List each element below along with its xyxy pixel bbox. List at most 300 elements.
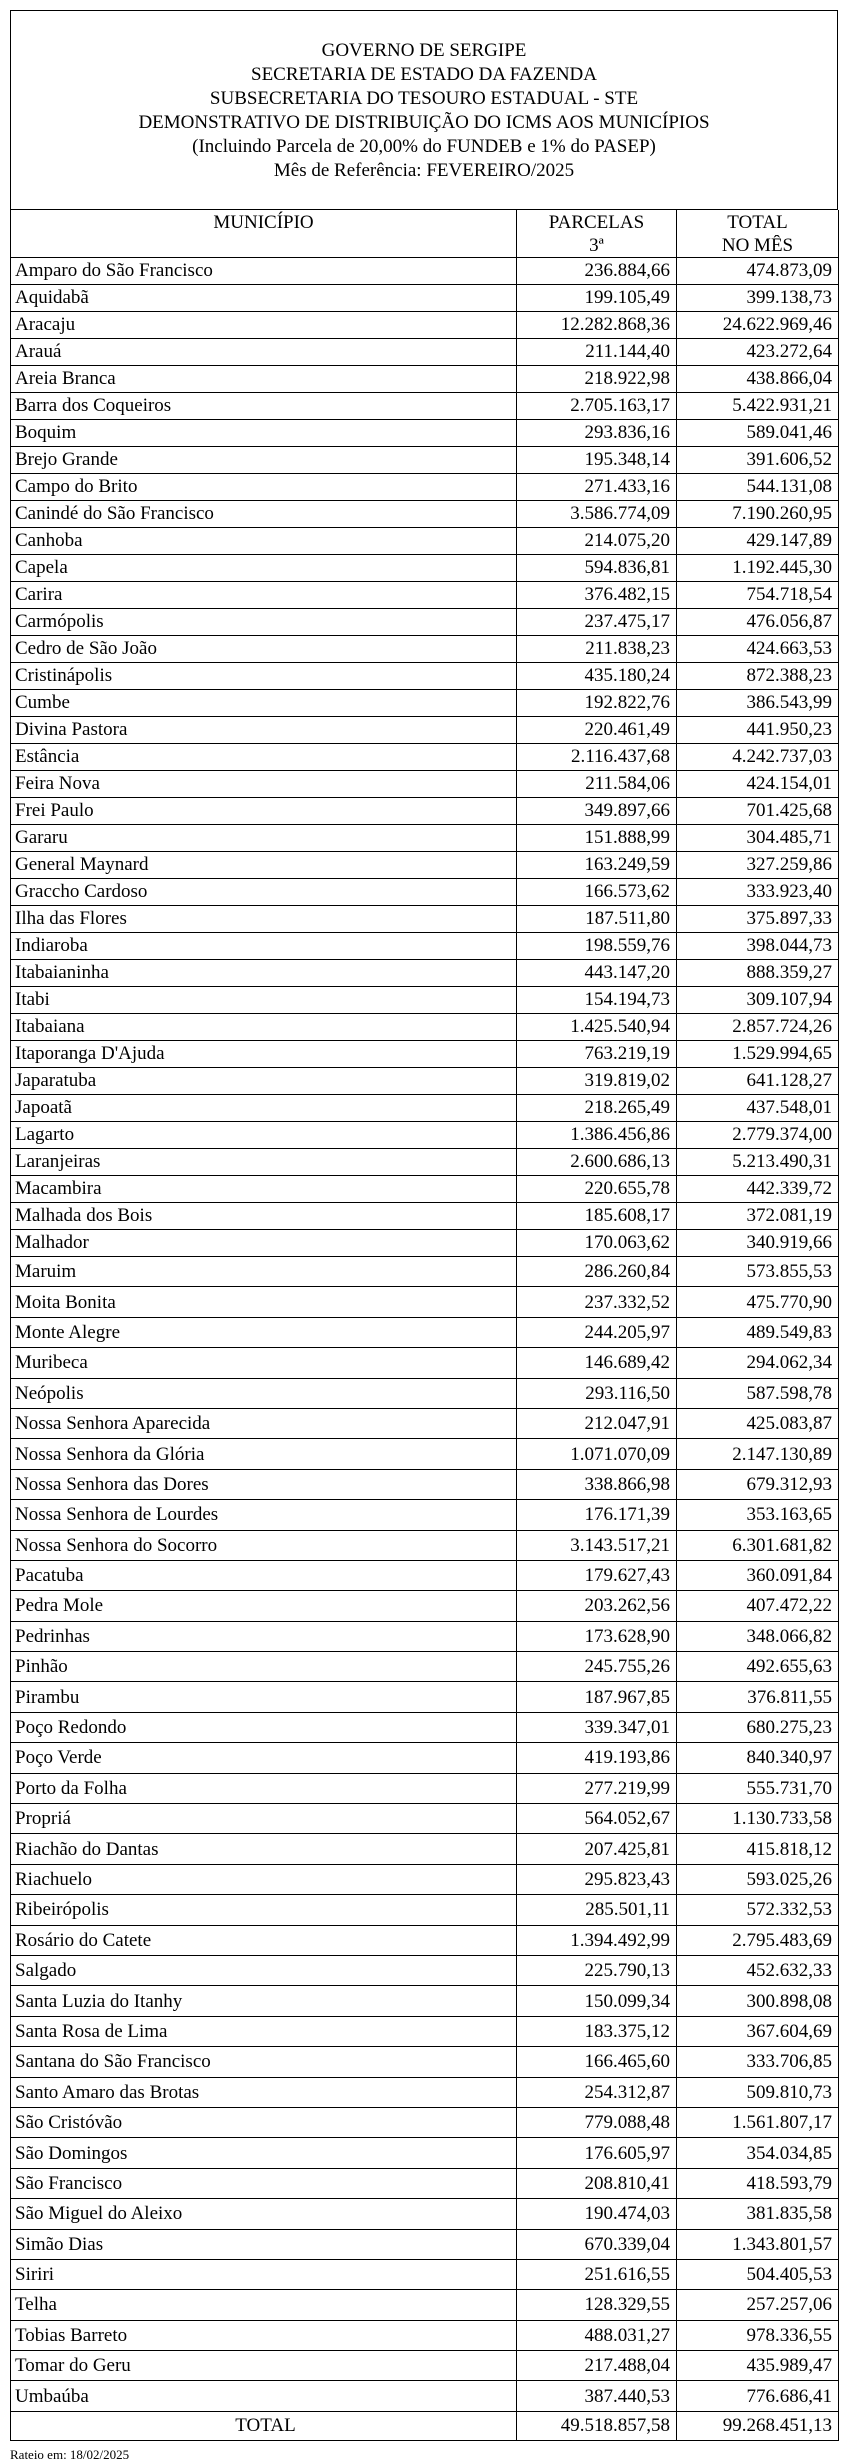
table-row [11,2168,839,2198]
total-cell: 437.548,01 [677,1095,839,1122]
total-cell: 1.561.807,17 [677,2107,839,2137]
table-row [11,2047,839,2077]
parcela-cell: 203.262,56 [517,1591,677,1621]
total-cell: 354.034,85 [677,2138,839,2168]
parcela-cell: 179.627,43 [517,1560,677,1590]
total-cell: 5.422.931,21 [677,393,839,420]
municipio-cell: Amparo do São Francisco [11,258,517,285]
total-cell: 425.083,87 [677,1408,839,1438]
table-row [11,474,839,501]
table-row [11,906,839,933]
total-parcela: 49.518.857,58 [517,2411,677,2440]
parcela-cell: 286.260,84 [517,1257,677,1287]
report-header [10,10,838,210]
table-row [11,1317,839,1347]
total-cell: 5.213.490,31 [677,1149,839,1176]
total-cell: 555.731,70 [677,1773,839,1803]
parcela-cell: 271.433,16 [517,474,677,501]
table-row [11,1682,839,1712]
municipio-cell: Capela [11,555,517,582]
municipio-cell: Macambira [11,1176,517,1203]
table-row [11,879,839,906]
table-row [11,960,839,987]
municipio-cell: Siriri [11,2259,517,2289]
municipio-cell: Campo do Brito [11,474,517,501]
parcela-cell: 187.967,85 [517,1682,677,1712]
parcela-cell: 198.559,76 [517,933,677,960]
parcela-cell: 2.116.437,68 [517,744,677,771]
total-cell: 641.128,27 [677,1068,839,1095]
municipio-cell: Cedro de São João [11,636,517,663]
parcela-cell: 1.071.070,09 [517,1439,677,1469]
parcela-cell: 12.282.868,36 [517,312,677,339]
total-cell: 367.604,69 [677,2016,839,2046]
table-row [11,312,839,339]
parcela-cell: 211.584,06 [517,771,677,798]
total-cell: 589.041,46 [677,420,839,447]
total-cell: 6.301.681,82 [677,1530,839,1560]
total-cell: 348.066,82 [677,1621,839,1651]
total-cell: 375.897,33 [677,906,839,933]
parcela-cell: 225.790,13 [517,1955,677,1985]
municipio-cell: Nossa Senhora de Lourdes [11,1500,517,1530]
total-cell: 407.472,22 [677,1591,839,1621]
total-cell: 587.598,78 [677,1378,839,1408]
table-row [11,1773,839,1803]
total-cell: 353.163,65 [677,1500,839,1530]
parcela-cell: 154.194,73 [517,987,677,1014]
municipio-cell: Monte Alegre [11,1317,517,1347]
table-row [11,2138,839,2168]
municipio-cell: Itabaiana [11,1014,517,1041]
municipio-cell: São Domingos [11,2138,517,2168]
column-header-row [11,210,839,235]
table-row [11,1530,839,1560]
column-subheader-no-mes: NO MÊS [677,235,839,258]
parcela-cell: 763.219,19 [517,1041,677,1068]
municipio-cell: Propriá [11,1804,517,1834]
municipio-cell: Moita Bonita [11,1287,517,1317]
table-row [11,420,839,447]
total-cell: 398.044,73 [677,933,839,960]
municipio-cell: Umbaúba [11,2381,517,2411]
parcela-cell: 217.488,04 [517,2351,677,2381]
table-row [11,2016,839,2046]
parcela-cell: 277.219,99 [517,1773,677,1803]
municipio-cell: Santana do São Francisco [11,2047,517,2077]
total-row [11,2411,839,2440]
municipio-cell: Japaratuba [11,1068,517,1095]
parcela-cell: 2.705.163,17 [517,393,677,420]
municipio-cell: Tobias Barreto [11,2320,517,2350]
total-cell: 544.131,08 [677,474,839,501]
parcela-cell: 199.105,49 [517,285,677,312]
total-cell: 872.388,23 [677,663,839,690]
parcela-cell: 285.501,11 [517,1895,677,1925]
header-line-government: GOVERNO DE SERGIPE [321,40,527,61]
parcela-cell: 218.265,49 [517,1095,677,1122]
municipio-cell: Carmópolis [11,609,517,636]
table-row [11,1257,839,1287]
total-cell: 593.025,26 [677,1864,839,1894]
table-row [11,609,839,636]
municipio-cell: Nossa Senhora das Dores [11,1469,517,1499]
table-row [11,393,839,420]
municipio-cell: Pedra Mole [11,1591,517,1621]
parcela-cell: 435.180,24 [517,663,677,690]
municipio-cell: Pinhão [11,1652,517,1682]
parcela-cell: 244.205,97 [517,1317,677,1347]
total-cell: 381.835,58 [677,2199,839,2229]
total-cell: 391.606,52 [677,447,839,474]
table-row [11,2107,839,2137]
table-row [11,501,839,528]
total-cell: 888.359,27 [677,960,839,987]
total-cell: 424.154,01 [677,771,839,798]
parcela-cell: 176.171,39 [517,1500,677,1530]
total-cell: 438.866,04 [677,366,839,393]
parcela-cell: 192.822,76 [517,690,677,717]
municipio-cell: Rosário do Catete [11,1925,517,1955]
parcela-cell: 349.897,66 [517,798,677,825]
total-cell: 424.663,53 [677,636,839,663]
table-row [11,1287,839,1317]
parcela-cell: 236.884,66 [517,258,677,285]
parcela-cell: 293.116,50 [517,1378,677,1408]
table-row [11,1203,839,1230]
table-row [11,2290,839,2320]
parcela-cell: 319.819,02 [517,1068,677,1095]
total-cell: 333.706,85 [677,2047,839,2077]
table-row [11,1621,839,1651]
total-cell: 504.405,53 [677,2259,839,2289]
column-subheader-parcela-number: 3ª [517,235,677,258]
parcela-cell: 166.573,62 [517,879,677,906]
parcela-cell: 339.347,01 [517,1712,677,1742]
total-cell: 327.259,86 [677,852,839,879]
table-row [11,1378,839,1408]
municipio-cell: Divina Pastora [11,717,517,744]
table-row [11,1834,839,1864]
total-cell: 7.190.260,95 [677,501,839,528]
table-row [11,258,839,285]
header-line-subsecretariat: SUBSECRETARIA DO TESOURO ESTADUAL - STE [209,88,639,109]
total-cell: 372.081,19 [677,1203,839,1230]
parcela-cell: 195.348,14 [517,447,677,474]
municipio-cell: Neópolis [11,1378,517,1408]
table-row [11,582,839,609]
table-row [11,339,839,366]
parcela-cell: 211.144,40 [517,339,677,366]
total-cell: 442.339,72 [677,1176,839,1203]
table-row [11,1439,839,1469]
table-row [11,1068,839,1095]
table-row [11,2077,839,2107]
municipio-cell: Tomar do Geru [11,2351,517,2381]
table-row [11,1348,839,1378]
total-cell: 1.529.994,65 [677,1041,839,1068]
total-cell: 476.056,87 [677,609,839,636]
table-row [11,1864,839,1894]
total-cell: 333.923,40 [677,879,839,906]
municipio-cell: Ilha das Flores [11,906,517,933]
municipio-cell: Canhoba [11,528,517,555]
municipio-cell: Riachão do Dantas [11,1834,517,1864]
parcela-cell: 237.475,17 [517,609,677,636]
parcela-cell: 3.586.774,09 [517,501,677,528]
table-row [11,2259,839,2289]
parcela-cell: 338.866,98 [517,1469,677,1499]
column-subheader-empty [11,235,517,258]
column-header-total: TOTAL [677,210,839,235]
total-cell: 386.543,99 [677,690,839,717]
table-row [11,2320,839,2350]
parcela-cell: 3.143.517,21 [517,1530,677,1560]
table-row [11,528,839,555]
table-row [11,2351,839,2381]
table-row [11,1014,839,1041]
parcela-cell: 208.810,41 [517,2168,677,2198]
parcela-cell: 594.836,81 [517,555,677,582]
table-row [11,447,839,474]
table-row [11,1122,839,1149]
municipio-cell: Riachuelo [11,1864,517,1894]
parcela-cell: 293.836,16 [517,420,677,447]
total-cell: 1.192.445,30 [677,555,839,582]
table-row [11,798,839,825]
municipio-cell: Aracaju [11,312,517,339]
parcela-cell: 2.600.686,13 [517,1149,677,1176]
parcela-cell: 670.339,04 [517,2229,677,2259]
total-cell: 2.779.374,00 [677,1122,839,1149]
parcela-cell: 376.482,15 [517,582,677,609]
parcela-cell: 488.031,27 [517,2320,677,2350]
parcela-cell: 237.332,52 [517,1287,677,1317]
total-cell: 441.950,23 [677,717,839,744]
parcela-cell: 146.689,42 [517,1348,677,1378]
parcela-cell: 166.465,60 [517,2047,677,2077]
parcela-cell: 245.755,26 [517,1652,677,1682]
table-row [11,744,839,771]
municipio-cell: Porto da Folha [11,1773,517,1803]
municipio-cell: Laranjeiras [11,1149,517,1176]
table-row [11,1560,839,1590]
parcela-cell: 163.249,59 [517,852,677,879]
total-cell: 399.138,73 [677,285,839,312]
table-row [11,1149,839,1176]
total-cell: 423.272,64 [677,339,839,366]
parcela-cell: 1.386.456,86 [517,1122,677,1149]
municipio-cell: Cristinápolis [11,663,517,690]
total-cell: 509.810,73 [677,2077,839,2107]
table-row [11,1925,839,1955]
municipio-cell: Malhada dos Bois [11,1203,517,1230]
parcela-cell: 190.474,03 [517,2199,677,2229]
parcela-cell: 443.147,20 [517,960,677,987]
column-subheader-row [11,235,839,258]
parcela-cell: 419.193,86 [517,1743,677,1773]
parcela-cell: 251.616,55 [517,2259,677,2289]
municipio-cell: Itabaianinha [11,960,517,987]
parcela-cell: 151.888,99 [517,825,677,852]
municipio-cell: Simão Dias [11,2229,517,2259]
table-row [11,1895,839,1925]
parcela-cell: 128.329,55 [517,2290,677,2320]
municipio-cell: Poço Redondo [11,1712,517,1742]
municipio-cell: São Cristóvão [11,2107,517,2137]
column-header-parcelas: PARCELAS [517,210,677,235]
municipio-cell: Cumbe [11,690,517,717]
municipio-cell: Gararu [11,825,517,852]
municipio-cell: Santa Luzia do Itanhy [11,1986,517,2016]
rateio-date: Rateio em: 18/02/2025 [10,2446,130,2462]
parcela-cell: 176.605,97 [517,2138,677,2168]
table-row [11,987,839,1014]
total-cell: 679.312,93 [677,1469,839,1499]
total-cell: 492.655,63 [677,1652,839,1682]
municipio-cell: Lagarto [11,1122,517,1149]
table-row [11,1986,839,2016]
table-row [11,1955,839,1985]
total-cell: 840.340,97 [677,1743,839,1773]
parcela-cell: 170.063,62 [517,1230,677,1257]
parcela-cell: 183.375,12 [517,2016,677,2046]
table-row [11,2229,839,2259]
parcela-cell: 185.608,17 [517,1203,677,1230]
municipio-cell: Canindé do São Francisco [11,501,517,528]
parcela-cell: 173.628,90 [517,1621,677,1651]
municipio-cell: Areia Branca [11,366,517,393]
table-row [11,1591,839,1621]
parcela-cell: 220.461,49 [517,717,677,744]
municipio-cell: Japoatã [11,1095,517,1122]
parcela-cell: 218.922,98 [517,366,677,393]
parcela-cell: 207.425,81 [517,1834,677,1864]
parcela-cell: 779.088,48 [517,2107,677,2137]
municipio-cell: Barra dos Coqueiros [11,393,517,420]
column-header-municipio: MUNICÍPIO [11,210,517,235]
total-label: TOTAL [11,2411,517,2440]
municipio-cell: Graccho Cardoso [11,879,517,906]
municipio-cell: General Maynard [11,852,517,879]
total-cell: 415.818,12 [677,1834,839,1864]
total-cell: 1.343.801,57 [677,2229,839,2259]
municipio-cell: Arauá [11,339,517,366]
municipio-cell: Maruim [11,1257,517,1287]
table-row [11,825,839,852]
parcela-cell: 211.838,23 [517,636,677,663]
total-cell: 294.062,34 [677,1348,839,1378]
table-row [11,2381,839,2411]
total-cell: 776.686,41 [677,2381,839,2411]
total-cell: 4.242.737,03 [677,744,839,771]
table-row [11,771,839,798]
total-cell: 475.770,90 [677,1287,839,1317]
parcela-cell: 220.655,78 [517,1176,677,1203]
municipio-cell: Indiaroba [11,933,517,960]
table-row [11,555,839,582]
municipio-cell: Carira [11,582,517,609]
total-cell: 2.795.483,69 [677,1925,839,1955]
parcela-cell: 254.312,87 [517,2077,677,2107]
municipio-cell: Pacatuba [11,1560,517,1590]
total-cell: 1.130.733,58 [677,1804,839,1834]
parcela-cell: 150.099,34 [517,1986,677,2016]
municipio-cell: Aquidabã [11,285,517,312]
parcela-cell: 187.511,80 [517,906,677,933]
header-line-report-title: DEMONSTRATIVO DE DISTRIBUIÇÃO DO ICMS AOS MUNICÍPIOS [138,112,710,133]
table-row [11,1176,839,1203]
municipio-cell: Estância [11,744,517,771]
total-cell: 360.091,84 [677,1560,839,1590]
total-no-mes: 99.268.451,13 [677,2411,839,2440]
municipio-cell: Nossa Senhora do Socorro [11,1530,517,1560]
municipio-cell: Ribeirópolis [11,1895,517,1925]
municipio-cell: Feira Nova [11,771,517,798]
total-cell: 2.857.724,26 [677,1014,839,1041]
total-cell: 489.549,83 [677,1317,839,1347]
municipio-cell: Muribeca [11,1348,517,1378]
total-cell: 304.485,71 [677,825,839,852]
total-cell: 573.855,53 [677,1257,839,1287]
total-cell: 429.147,89 [677,528,839,555]
total-cell: 300.898,08 [677,1986,839,2016]
table-row [11,1743,839,1773]
total-cell: 418.593,79 [677,2168,839,2198]
parcela-cell: 295.823,43 [517,1864,677,1894]
municipio-cell: Salgado [11,1955,517,1985]
table-row [11,2199,839,2229]
parcela-cell: 212.047,91 [517,1408,677,1438]
municipio-cell: Pirambu [11,1682,517,1712]
municipio-cell: Santo Amaro das Brotas [11,2077,517,2107]
table-row [11,636,839,663]
table-row [11,1500,839,1530]
header-line-reference-month: Mês de Referência: FEVEREIRO/2025 [273,160,575,181]
total-cell: 754.718,54 [677,582,839,609]
total-cell: 572.332,53 [677,1895,839,1925]
table-row [11,852,839,879]
table-row [11,1712,839,1742]
total-cell: 376.811,55 [677,1682,839,1712]
table-row [11,1041,839,1068]
total-cell: 309.107,94 [677,987,839,1014]
municipio-cell: Brejo Grande [11,447,517,474]
total-cell: 474.873,09 [677,258,839,285]
table-row [11,1095,839,1122]
parcela-cell: 1.394.492,99 [517,1925,677,1955]
municipio-cell: Pedrinhas [11,1621,517,1651]
total-cell: 435.989,47 [677,2351,839,2381]
total-cell: 701.425,68 [677,798,839,825]
municipio-cell: Itabi [11,987,517,1014]
table-row [11,717,839,744]
header-line-note: (Incluindo Parcela de 20,00% do FUNDEB e 1% do PASEP) [192,136,656,157]
municipio-cell: Malhador [11,1230,517,1257]
municipio-cell: São Miguel do Aleixo [11,2199,517,2229]
parcela-cell: 387.440,53 [517,2381,677,2411]
table-row [11,366,839,393]
municipio-cell: Itaporanga D'Ajuda [11,1041,517,1068]
table-row [11,690,839,717]
total-cell: 340.919,66 [677,1230,839,1257]
parcela-cell: 564.052,67 [517,1804,677,1834]
total-cell: 24.622.969,46 [677,312,839,339]
table-row [11,1230,839,1257]
header-line-secretariat: SECRETARIA DE ESTADO DA FAZENDA [251,64,597,85]
table-row [11,1804,839,1834]
total-cell: 978.336,55 [677,2320,839,2350]
